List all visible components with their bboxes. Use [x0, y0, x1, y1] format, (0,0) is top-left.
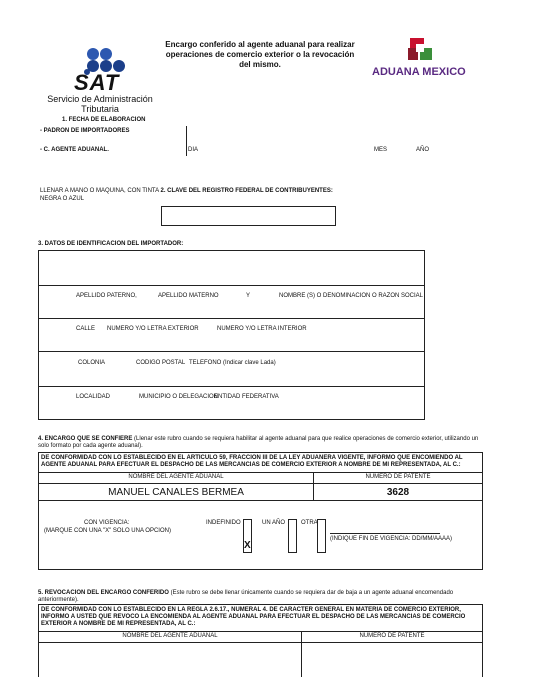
dia-label: DIA	[188, 147, 199, 153]
encargo-row-divider	[38, 500, 483, 501]
importer-row-divider	[38, 285, 425, 286]
label-y: Y	[246, 293, 251, 299]
importer-row-divider	[38, 318, 425, 319]
vigencia-label: CON VIGENCIA:	[84, 520, 130, 526]
indefinido-mark: X	[244, 540, 251, 551]
aduana-logo	[404, 36, 436, 66]
mes-label: MES	[374, 147, 388, 153]
section4-heading	[38, 436, 484, 450]
instruction-line2: NEGRA O AZUL	[40, 196, 85, 202]
encargo-row-divider	[38, 483, 483, 484]
section5-heading	[38, 590, 484, 604]
label-localidad: LOCALIDAD	[76, 394, 111, 400]
agent-name-value[interactable]: MANUEL CANALES BERMEA	[108, 487, 244, 498]
otra-label: OTRA	[301, 520, 318, 526]
importer-name-field[interactable]	[39, 251, 424, 285]
label-entidad: ENTIDAD FEDERATIVA	[214, 394, 279, 400]
revocacion-row-divider	[38, 631, 483, 632]
section4-note: (Llenar este rubro cuando se requiera habilitar al agente aduanal para que realice operaciones de comercio exterior, utilizando un solo formato por cada agente aduanal).	[38, 436, 479, 449]
agente-label: - C. AGENTE ADUANAL.	[40, 147, 109, 153]
label-calle: CALLE	[76, 326, 96, 332]
sat-logo-text: SAT	[74, 70, 120, 95]
col-numero-patente-revocacion: NUMERO DE PATENTE	[359, 633, 425, 639]
fecha-divider	[186, 126, 187, 156]
patent-number-value[interactable]: 3628	[386, 487, 410, 498]
label-apellido-paterno: APELLIDO PATERNO,	[76, 293, 137, 299]
encargo-row-divider	[38, 472, 483, 473]
section4-legal: DE CONFORMIDAD CON LO ESTABLECIDO EN EL ARTICULO 59, FRACCION III DE LA LEY ADUANERA VIGENTE, INFORMO QUE ENCOMIENDO AL AGENTE ADUANAL PARA EFECTUAR EL DESPACHO DE LAS MERCANCIAS DE COMERCIO EXTERIOR A NOMBRE DE MI REPRESENTADA, AL C.:	[41, 455, 463, 468]
revocacion-agent-name-field[interactable]	[39, 643, 301, 677]
section4-title: 4. ENCARGO QUE SE CONFIERE	[38, 436, 133, 442]
section5-legal: DE CONFORMIDAD CON LO ESTABLECIDO EN LA REGLA 2.6.17., NUMERAL 4. DE CARACTER GENERAL EN MATERIA DE COMERCIO EXTERIOR, INFORMO A USTED QUE REVOCO LA ENCOMIENDA AL AGENTE ADUANAL PARA EFECTUAR EL DESPACHO DE LAS MERCANCIAS DE COMERCIO EXTERIOR A NOMBRE DE MI REPRESENTADA, AL C.:	[41, 607, 466, 627]
aduana-logo-text: ADUANA MEXICO	[372, 66, 466, 78]
label-num-interior: NUMERO Y/O LETRA INTERIOR	[217, 326, 307, 332]
col-nombre-agente-revocacion: NOMBRE DEL AGENTE ADUANAL	[122, 633, 218, 639]
vigencia-hint: (MARQUE CON UNA "X" SOLO UNA OPCION)	[44, 528, 171, 534]
revocacion-patent-field[interactable]	[302, 643, 482, 677]
document-title: Encargo conferido al agente aduanal para realizar operaciones de comercio exterior o la revocación del mismo.	[165, 40, 355, 69]
label-colonia: COLONIA	[78, 360, 106, 366]
label-municipio: MUNICIPIO O DELEGACION	[139, 394, 219, 400]
fin-vigencia-hint: (INDIQUE FIN DE VIGENCIA: DD/MM/AAAA)	[330, 536, 453, 542]
section5-note: (Este rubro se debe llenar únicamente cuando se requiera dar de baja a un agente aduanal encomendado anteriormente).	[38, 590, 454, 603]
label-telefono: TELEFONO (Indicar clave Lada)	[189, 360, 276, 366]
label-nombre-razon: NOMBRE (S) O DENOMINACION O RAZON SOCIAL	[279, 293, 424, 299]
section1-title: 1. FECHA DE ELABORACION	[62, 117, 146, 123]
un-anio-label: UN AÑO	[262, 520, 286, 526]
instruction-line1: LLENAR A MANO O MAQUINA, CON TINTA	[40, 188, 159, 194]
section5-title: 5. REVOCACION DEL ENCARGO CONFERIDO	[38, 590, 169, 596]
label-num-exterior: NUMERO Y/O LETRA EXTERIOR	[107, 326, 199, 332]
instruction-text	[40, 188, 340, 195]
rfc-field[interactable]	[161, 206, 336, 226]
col-numero-patente: NUMERO DE PATENTE	[365, 474, 431, 480]
section3-title: 3. DATOS DE IDENTIFICACION DEL IMPORTADOR:	[38, 241, 184, 247]
section2-title: 2. CLAVE DEL REGISTRO FEDERAL DE CONTRIBUYENTES:	[160, 188, 333, 194]
padron-label: - PADRON DE IMPORTADORES	[40, 128, 130, 134]
col-nombre-agente: NOMBRE DEL AGENTE ADUANAL	[128, 474, 224, 480]
label-codigo-postal: CODIGO POSTAL	[136, 360, 186, 366]
fin-vigencia-field[interactable]	[330, 533, 440, 534]
anio-label: AÑO	[416, 147, 430, 153]
otra-checkbox[interactable]	[317, 519, 326, 553]
indefinido-label: INDEFINIDO	[206, 520, 241, 526]
sat-name: Servicio de Administración Tributaria	[47, 94, 153, 114]
un-anio-checkbox[interactable]	[288, 519, 297, 553]
importer-row-divider	[38, 386, 425, 387]
importer-row-divider	[38, 351, 425, 352]
label-apellido-materno: APELLIDO MATERNO	[158, 293, 219, 299]
encargo-table	[38, 452, 483, 570]
